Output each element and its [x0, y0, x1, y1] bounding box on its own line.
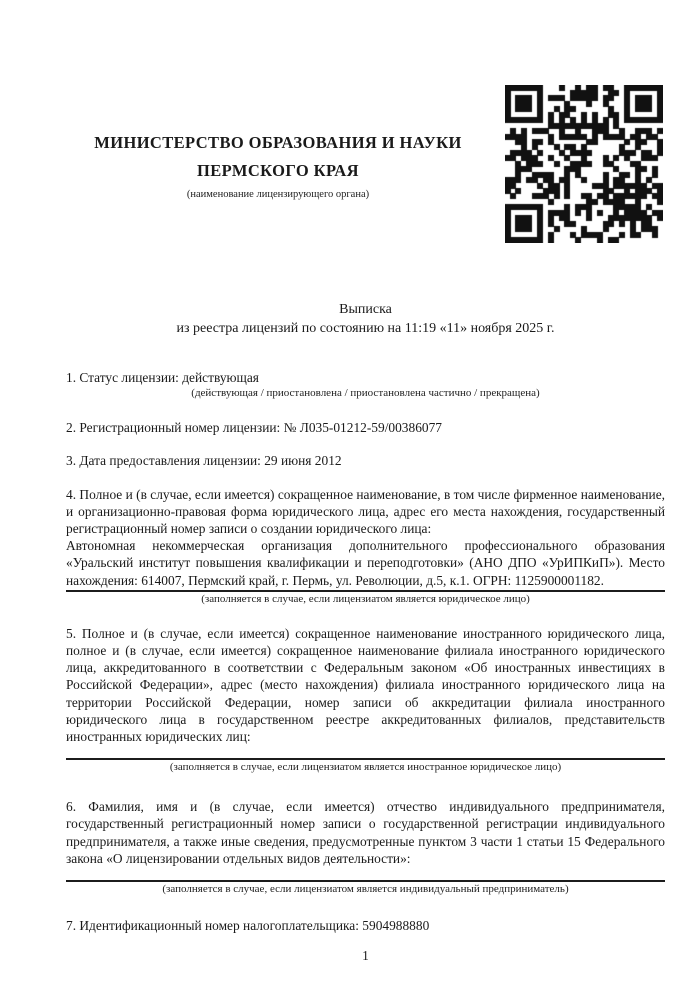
field-legal-entity-note: (заполняется в случае, если лицензиатом является юридическое лицо)	[201, 592, 530, 605]
ministry-name-line2: ПЕРМСКОГО КРАЯ	[197, 161, 359, 180]
authority-caption: (наименование лицензирующего органа)	[186, 189, 370, 200]
document-title	[66, 300, 665, 338]
title-line1: Выписка	[339, 302, 392, 317]
field-legal-entity-label: 4. Полное и (в случае, если имеется) сокращенное наименование, в том числе фирменное наименование, и организационно-правовая форма юридического лица, адрес его места нахождения, государственный регистрационный номер записи о создании юридического лица:	[66, 486, 665, 537]
page-number: 1	[362, 948, 369, 964]
field-registration-number: 2. Регистрационный номер лицензии: № Л035-01212-59/00386077	[66, 420, 442, 436]
qr-code-icon	[505, 85, 663, 243]
field-license-status: 1. Статус лицензии: действующая	[66, 370, 259, 385]
licensing-authority-header	[40, 129, 516, 202]
field-license-status-note: (действующая / приостановлена / приостановлена частично / прекращена)	[191, 387, 540, 400]
field-foreign-entity-label: 5. Полное и (в случае, если имеется) сокращенное наименование иностранного юридического лица, полное и (в случае, если имеется) сокращенное наименование филиала иностранного юридического лица, аккредитованного в соответствии с Федеральным законом «Об иностранных инвестициях в Российской Федерации», адрес (место нахождения) филиала иностранного юридического лица на территории Российской Федерации, номер записи об аккредитации филиала иностранного юридического лица в государственном реестре аккредитованных филиалов, представительств иностранных юридических лиц:	[66, 625, 665, 745]
field-legal-entity-value: Автономная некоммерческая организация дополнительного профессионального образования «Уральский институт повышения квалификации и переподготовки» (АНО ДПО «УрИПКиП»). Место нахождения: 614007, Пермский край, г. Пермь, ул. Революции, д.5, к.1. ОГРН: 1125900001182.	[66, 538, 665, 588]
field-taxpayer-number: 7. Идентификационный номер налогоплательщика: 5904988880	[66, 918, 430, 934]
field-individual-entrepreneur-note: (заполняется в случае, если лицензиатом является индивидуальный предприниматель)	[162, 883, 569, 896]
ministry-name-line1: МИНИСТЕРСТВО ОБРАЗОВАНИЯ И НАУКИ	[94, 133, 462, 152]
field-grant-date: 3. Дата предоставления лицензии: 29 июня 2012	[66, 453, 342, 469]
field-individual-entrepreneur-label: 6. Фамилия, имя и (в случае, если имеется) отчество индивидуального предпринимателя, государственный регистрационный номер записи о государственной регистрации индивидуального предпринимателя, а также иные сведения, предусмотренные пунктом 3 части 1 статьи 15 Федерального закона «О лицензировании отдельных видов деятельности»:	[66, 799, 665, 866]
extract-body	[66, 365, 665, 964]
field-foreign-entity-note: (заполняется в случае, если лицензиатом является иностранное юридическое лицо)	[169, 761, 562, 774]
title-line2: из реестра лицензий по состоянию на 11:19 «11» ноября 2025 г.	[176, 321, 555, 336]
